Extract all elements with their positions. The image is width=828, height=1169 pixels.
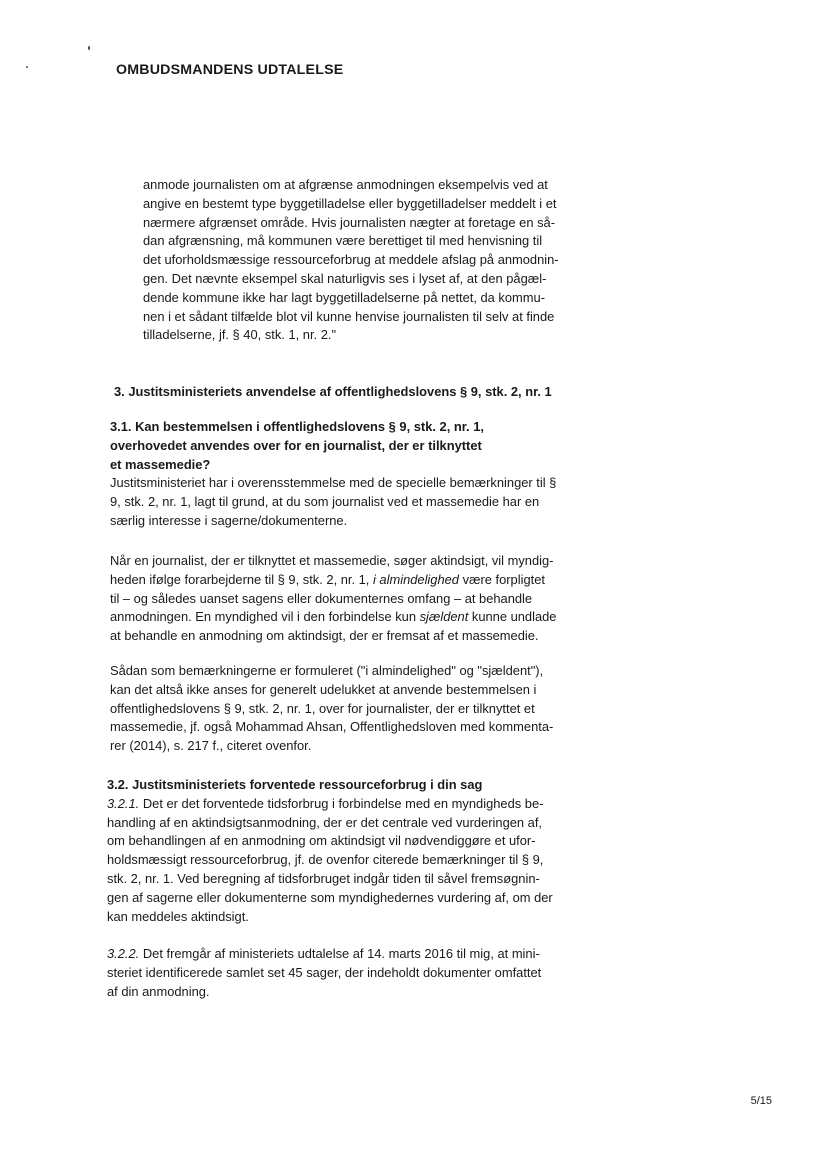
text-line: nærmere afgrænset område. Hvis journalisten nægter at foretage en så- xyxy=(143,214,555,230)
text-line: Justitsministeriet har i overensstemmelse med de specielle bemærkninger til § xyxy=(110,475,557,491)
text-run: kunne undlade xyxy=(468,609,557,625)
text-line: massemedie, jf. også Mohammad Ahsan, Offentlighedsloven med kommenta- xyxy=(110,719,554,735)
text-line: dende kommune ikke har lagt byggetilladelserne på nettet, da kommu- xyxy=(143,289,545,305)
scan-speck xyxy=(88,46,90,50)
section-3-heading: 3. Justitsministeriets anvendelse af offentlighedslovens § 9, stk. 2, nr. 1 xyxy=(114,384,552,399)
heading-line: 3.1. Kan bestemmelsen i offentlighedslovens § 9, stk. 2, nr. 1, xyxy=(110,419,484,434)
heading-line: et massemedie? xyxy=(110,456,211,472)
text-line: Sådan som bemærkningerne er formuleret ("i almindelighed" og "sjældent"), xyxy=(110,663,544,678)
text-line: anmode journalisten om at afgrænse anmodningen eksempelvis ved at xyxy=(143,177,548,192)
text-line xyxy=(110,571,556,590)
heading-line: overhovedet anvendes over for en journalist, der er tilknyttet xyxy=(110,437,482,453)
text-line: til – og således uanset sagens eller dokumenternes omfang – at behandle xyxy=(110,590,533,606)
text-line: om behandlingen af en anmodning om aktindsigt vil nødvendiggøre et ufor- xyxy=(107,833,536,849)
section-3-1 xyxy=(110,418,556,531)
text-line: særlig interesse i sagerne/dokumenterne. xyxy=(110,512,348,528)
text-line: steriet identificerede samlet set 45 sager, der indeholdt dokumenter omfattet xyxy=(107,964,542,980)
text-line: holdsmæssigt ressourceforbrug, jf. de ovenfor citerede bemærkninger til § 9, xyxy=(107,852,544,868)
text-line: kan meddeles aktindsigt. xyxy=(107,908,249,924)
text-line: det uforholdsmæssige ressourceforbrug at meddele afslag på anmodnin- xyxy=(143,252,559,268)
text-line: nen i et sådant tilfælde blot vil kunne henvise journalisten til selv at finde xyxy=(143,308,555,324)
text-line: Når en journalist, der er tilknyttet et massemedie, søger aktindsigt, vil myndig- xyxy=(110,553,554,568)
text-line xyxy=(107,945,541,964)
subsection-number: 3.2.2. xyxy=(107,946,140,961)
text-line: angive en bestemt type byggetilladelse eller byggetilladelser meddelt i et xyxy=(143,195,557,211)
text-line: at behandle en anmodning om aktindsigt, der er fremsat af et massemedie. xyxy=(110,628,539,644)
text-run: Det fremgår af ministeriets udtalelse af 14. marts 2016 til mig, at mini- xyxy=(139,946,540,961)
text-run: heden ifølge forarbejderne til § 9, stk. 2, nr. 1, xyxy=(110,571,373,587)
emphasis-text: sjældent xyxy=(419,609,469,625)
text-line: rer (2014), s. 217 f., citeret ovenfor. xyxy=(110,738,312,754)
text-line xyxy=(110,608,556,627)
document-header: OMBUDSMANDENS UDTALELSE xyxy=(116,62,344,78)
text-line: stk. 2, nr. 1. Ved beregning af tidsforbruget indgår tiden til såvel fremsøgnin- xyxy=(107,870,540,886)
quote-paragraph xyxy=(143,176,559,345)
text-line xyxy=(107,795,553,814)
text-line: dan afgrænsning, må kommunen være berettiget til med henvisning til xyxy=(143,233,543,249)
text-line: tilladelserne, jf. § 40, stk. 1, nr. 2." xyxy=(143,327,337,343)
section-3-2-heading: 3.2. Justitsministeriets forventede ressourceforbrug i din sag xyxy=(107,777,483,792)
text-line: kan det altså ikke anses for generelt udelukket at anvende bestemmelsen i xyxy=(110,681,537,697)
text-line: gen. Det nævnte eksempel skal naturligvis ses i lyset af, at den pågæl- xyxy=(143,270,547,286)
text-line: 9, stk. 2, nr. 1, lagt til grund, at du som journalist ved et massemedie har en xyxy=(110,494,540,510)
text-line: offentlighedslovens § 9, stk. 2, nr. 1, over for journalister, der er tilknyttet et xyxy=(110,700,535,716)
saadan-paragraph xyxy=(110,662,553,756)
text-run: være forpligtet xyxy=(458,571,545,587)
subsection-number: 3.2.1. xyxy=(107,795,140,811)
journalist-paragraph xyxy=(110,552,556,646)
page-number: 5/15 xyxy=(750,1095,772,1107)
section-3-2 xyxy=(107,776,553,926)
para-3-2-2 xyxy=(107,945,541,1001)
text-line: handling af en aktindsigtsanmodning, der er det centrale ved vurderingen af, xyxy=(107,814,542,830)
text-run: Det er det forventede tidsforbrug i forbindelse med en myndigheds be- xyxy=(139,795,544,811)
scan-speck xyxy=(26,66,28,68)
emphasis-text: i almindelighed xyxy=(372,571,459,587)
text-line: gen af sagerne eller dokumenterne som myndighedernes vurdering af, om der xyxy=(107,889,553,905)
text-line: af din anmodning. xyxy=(107,983,210,999)
text-run: anmodningen. En myndighed vil i den forbindelse kun xyxy=(110,609,420,625)
